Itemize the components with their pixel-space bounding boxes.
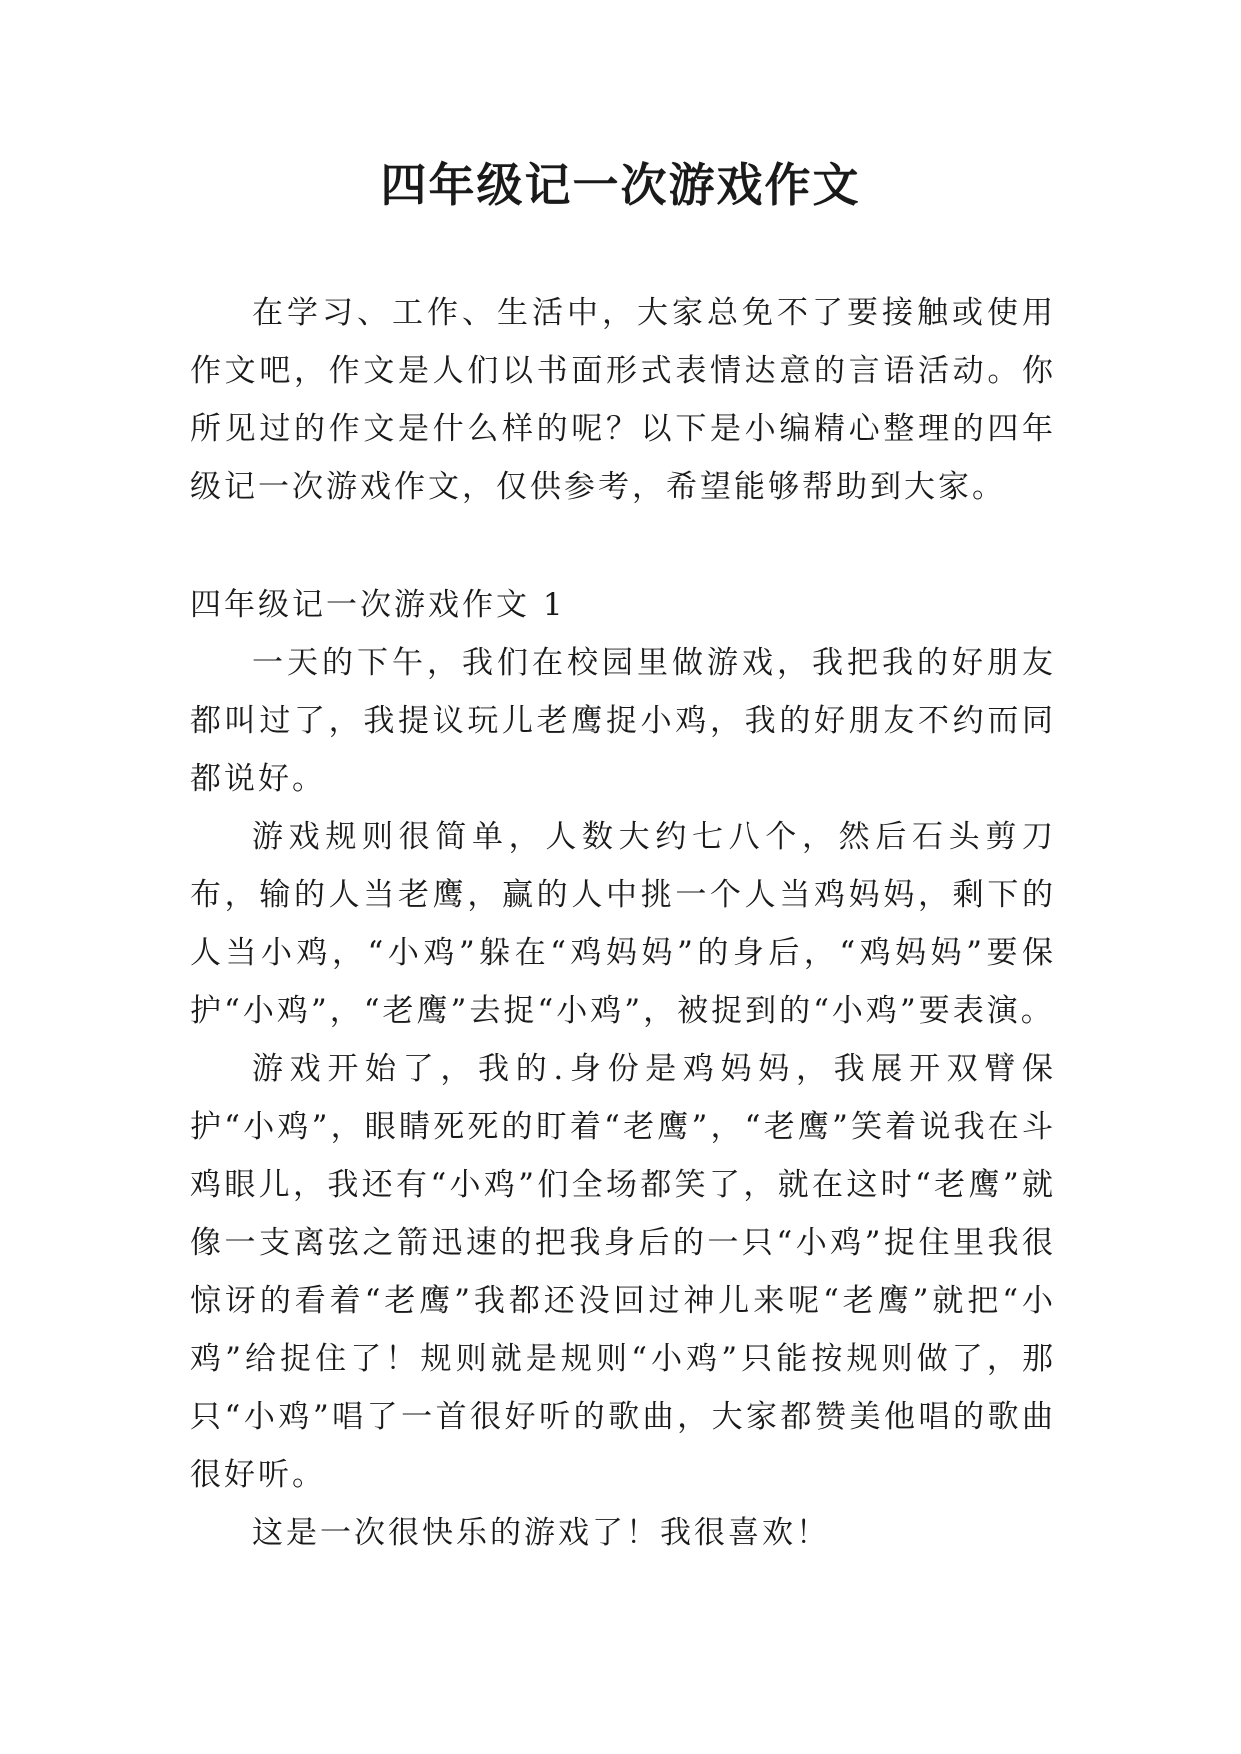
document-title: 四年级记一次游戏作文 [380, 158, 861, 212]
intro-paragraph: 在学习、工作、生活中，大家总免不了要接触或使用作文吧，作文是人们以书面形式表情达意的言语活动。你所见过的作文是什么样的呢？以下是小编精心整理的四年级记一次游戏作文，仅供参考，希望能够帮助到大家。 [190, 295, 1056, 505]
body-paragraph-2: 游戏规则很简单，人数大约七八个，然后石头剪刀布，输的人当老鹰，赢的人中挑一个人当鸡妈妈，剩下的人当小鸡，“小鸡”躲在“鸡妈妈”的身后，“鸡妈妈”要保护“小鸡”，“老鹰”去捉“小鸡”，被捉到的“小鸡”要表演。 [190, 819, 1056, 1029]
document-body [190, 284, 1056, 1562]
body-paragraph-4: 这是一次很快乐的游戏了！我很喜欢！ [252, 1515, 830, 1551]
section-heading: 四年级记一次游戏作文 1 [190, 587, 566, 623]
section-spacer [190, 516, 1056, 576]
body-paragraph-1: 一天的下午，我们在校园里做游戏，我把我的好朋友都叫过了，我提议玩儿老鹰捉小鸡，我的好朋友不约而同都说好。 [190, 645, 1056, 797]
body-paragraph-3: 游戏开始了，我的.身份是鸡妈妈，我展开双臂保护“小鸡”，眼睛死死的盯着“老鹰”，“老鹰”笑着说我在斗鸡眼儿，我还有“小鸡”们全场都笑了，就在这时“老鹰”就像一支离弦之箭迅速的把我身后的一只“小鸡”捉住里我很惊讶的看着“老鹰”我都还没回过神儿来呢“老鹰”就把“小鸡”给捉住了！规则就是规则“小鸡”只能按规则做了，那只“小鸡”唱了一首很好听的歌曲，大家都赞美他唱的歌曲很好听。 [190, 1051, 1056, 1493]
